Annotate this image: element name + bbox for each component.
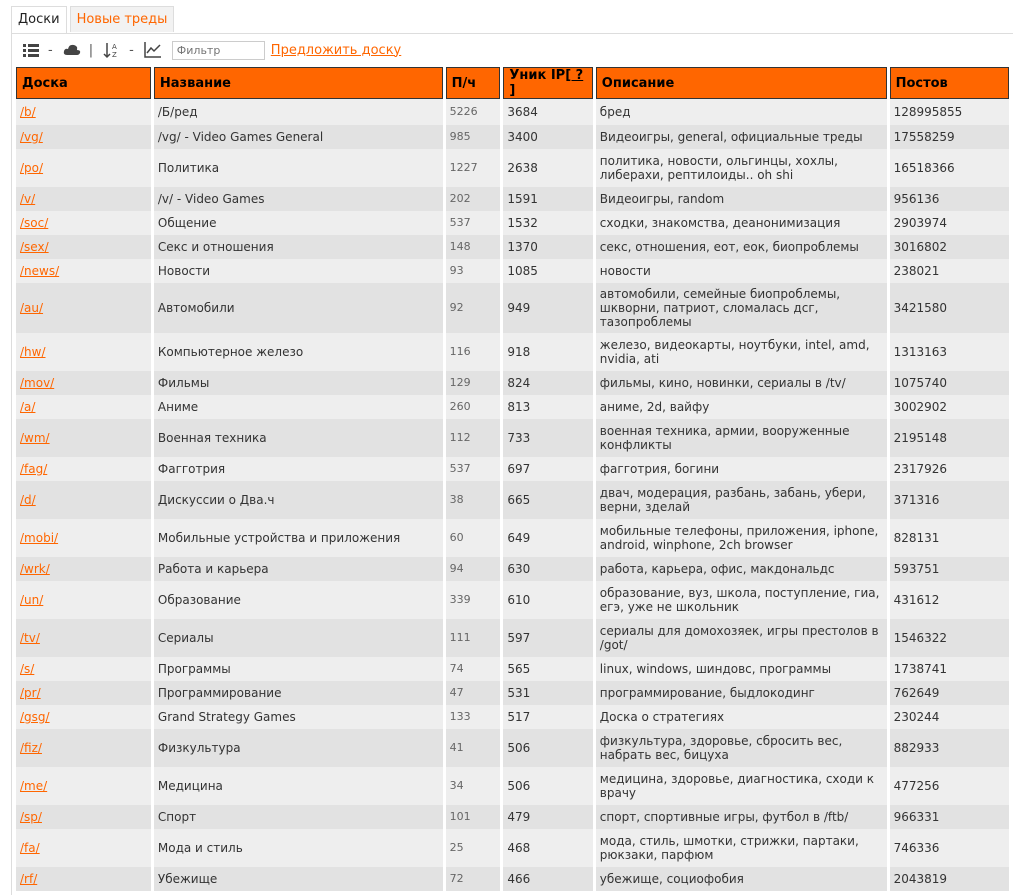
board-link-cell [16,419,151,457]
unique-ip-count-cell: 1532 [503,211,592,235]
unique-ip-count-cell: 697 [503,457,592,481]
board-link[interactable]: /sp/ [20,810,42,824]
table-row [16,419,1009,457]
board-link-cell [16,681,151,705]
board-description-cell: железо, видеокарты, ноутбуки, intel, amd, nvidia, ati [596,333,887,371]
posts-per-hour-cell: 47 [446,681,501,705]
boards-table-body [16,99,1009,891]
board-link-cell [16,557,151,581]
posts-count-cell: 2903974 [890,211,1009,235]
posts-count-cell: 746336 [890,829,1009,867]
board-link-cell [16,619,151,657]
board-name-cell: Работа и карьера [154,557,443,581]
board-link-cell [16,581,151,619]
unique-ip-count-cell: 1370 [503,235,592,259]
board-name-cell: Дискуссии о Два.ч [154,481,443,519]
board-name-cell: Grand Strategy Games [154,705,443,729]
table-header-row [16,67,1009,99]
board-link[interactable]: /a/ [20,400,36,414]
posts-count-cell: 371316 [890,481,1009,519]
board-link[interactable]: /rf/ [20,872,38,886]
board-description-cell: медицина, здоровье, диагностика, сходи к врачу [596,767,887,805]
unique-help-link[interactable]: [ ? ] [509,68,584,98]
board-link-cell [16,805,151,829]
posts-count-cell: 882933 [890,729,1009,767]
unique-ip-count-cell: 824 [503,371,592,395]
board-link-cell [16,125,151,149]
posts-count-cell: 2317926 [890,457,1009,481]
posts-count-cell: 1075740 [890,371,1009,395]
board-description-cell: спорт, спортивные игры, футбол в /ftb/ [596,805,887,829]
board-link[interactable]: /mobi/ [20,531,59,545]
posts-per-hour-cell: 985 [446,125,501,149]
posts-count-cell: 128995855 [890,99,1009,125]
board-link-cell [16,457,151,481]
table-row [16,211,1009,235]
board-description-cell: новости [596,259,887,283]
board-link[interactable]: /au/ [20,301,44,315]
unique-ip-count-cell: 649 [503,519,592,557]
unique-ip-count-cell: 517 [503,705,592,729]
table-row [16,235,1009,259]
board-description-cell: двач, модерация, разбань, забань, убери, верни, зделай [596,481,887,519]
posts-count-cell: 3421580 [890,283,1009,333]
board-link-cell [16,235,151,259]
posts-per-hour-cell: 38 [446,481,501,519]
board-link[interactable]: /d/ [20,493,36,507]
board-link[interactable]: /fiz/ [20,741,42,755]
header-unique-label: Уник IP [509,68,566,83]
unique-ip-count-cell: 2638 [503,149,592,187]
posts-per-hour-cell: 74 [446,657,501,681]
board-link-cell [16,481,151,519]
posts-per-hour-cell: 111 [446,619,501,657]
board-link[interactable]: /gsg/ [20,710,50,724]
posts-per-hour-cell: 148 [446,235,501,259]
board-link-cell [16,371,151,395]
suggest-board-link[interactable]: Предложить доску [270,42,402,58]
board-link-cell [16,705,151,729]
board-name-cell: /v/ - Video Games [154,187,443,211]
board-link[interactable]: /mov/ [20,376,55,390]
posts-count-cell: 477256 [890,767,1009,805]
toolbar [12,35,1002,65]
unique-ip-count-cell: 506 [503,767,592,805]
tab-new-threads[interactable]: Новые треды [70,6,175,32]
board-link[interactable]: /v/ [20,192,36,206]
board-link[interactable]: /news/ [20,264,60,278]
board-link-cell [16,519,151,557]
posts-per-hour-cell: 101 [446,805,501,829]
table-row [16,371,1009,395]
table-row [16,867,1009,891]
board-name-cell: Мобильные устройства и приложения [154,519,443,557]
table-row [16,681,1009,705]
posts-count-cell: 17558259 [890,125,1009,149]
table-row [16,619,1009,657]
table-row [16,767,1009,805]
table-row [16,259,1009,283]
board-name-cell: Аниме [154,395,443,419]
board-link[interactable]: /b/ [20,105,36,119]
board-link[interactable]: /hw/ [20,345,46,359]
unique-ip-count-cell: 813 [503,395,592,419]
board-link-cell [16,211,151,235]
posts-count-cell: 238021 [890,259,1009,283]
board-description-cell: мода, стиль, шмотки, стрижки, партаки, рюкзаки, парфюм [596,829,887,867]
board-link-cell [16,149,151,187]
board-description-cell: секс, отношения, еот, еок, биопроблемы [596,235,887,259]
board-description-cell: работа, карьера, офис, макдональдс [596,557,887,581]
board-link-cell [16,657,151,681]
board-name-cell: /vg/ - Video Games General [154,125,443,149]
posts-count-cell: 966331 [890,805,1009,829]
unique-ip-count-cell: 3684 [503,99,592,125]
chart-line-icon[interactable] [144,41,162,59]
board-name-cell: Спорт [154,805,443,829]
posts-count-cell: 762649 [890,681,1009,705]
table-row [16,657,1009,681]
board-name-cell: Политика [154,149,443,187]
board-description-cell: политика, новости, ольгинцы, хохлы, либерахи, рептилоиды.. oh shi [596,149,887,187]
board-link-cell [16,259,151,283]
toolbar-separator: - [129,42,134,58]
posts-count-cell: 956136 [890,187,1009,211]
board-name-cell: Программы [154,657,443,681]
header-posts[interactable]: Постов [890,67,1009,99]
table-row [16,457,1009,481]
unique-ip-count-cell: 733 [503,419,592,457]
posts-per-hour-cell: 34 [446,767,501,805]
board-link-cell [16,395,151,419]
board-name-cell: Медицина [154,767,443,805]
unique-ip-count-cell: 597 [503,619,592,657]
posts-per-hour-cell: 537 [446,457,501,481]
table-row [16,283,1009,333]
boards-table [13,67,1012,891]
posts-per-hour-cell: 260 [446,395,501,419]
posts-per-hour-cell: 129 [446,371,501,395]
posts-per-hour-cell: 92 [446,283,501,333]
table-row [16,519,1009,557]
unique-ip-count-cell: 949 [503,283,592,333]
board-link[interactable]: /un/ [20,593,44,607]
posts-count-cell: 431612 [890,581,1009,619]
table-row [16,805,1009,829]
table-row [16,99,1009,125]
toolbar-separator: | [88,42,94,58]
board-name-cell: Автомобили [154,283,443,333]
unique-ip-count-cell: 531 [503,681,592,705]
posts-count-cell: 3002902 [890,395,1009,419]
board-description-cell: бред [596,99,887,125]
board-link[interactable]: /fag/ [20,462,48,476]
board-link[interactable]: /soc/ [20,216,49,230]
table-row [16,581,1009,619]
board-link[interactable]: /po/ [20,161,44,175]
unique-ip-count-cell: 506 [503,729,592,767]
table-row [16,705,1009,729]
board-link-cell [16,867,151,891]
unique-ip-count-cell: 466 [503,867,592,891]
unique-ip-count-cell: 3400 [503,125,592,149]
board-link[interactable]: /wrk/ [20,562,50,576]
unique-ip-count-cell: 665 [503,481,592,519]
board-link-cell [16,99,151,125]
board-description-cell: образование, вуз, школа, поступление, гиа, егэ, уже не школьник [596,581,887,619]
unique-ip-count-cell: 565 [503,657,592,681]
posts-count-cell: 593751 [890,557,1009,581]
posts-count-cell: 230244 [890,705,1009,729]
tab-boards[interactable]: Доски [11,6,67,34]
board-link[interactable]: /fa/ [20,841,40,855]
board-description-cell: программирование, быдлокодинг [596,681,887,705]
posts-per-hour-cell: 25 [446,829,501,867]
board-name-cell: Сериалы [154,619,443,657]
board-link[interactable]: /s/ [20,662,35,676]
board-description-cell: фильмы, кино, новинки, сериалы в /tv/ [596,371,887,395]
posts-count-cell: 828131 [890,519,1009,557]
board-description-cell: физкультура, здоровье, сбросить вес, набрать вес, бицуха [596,729,887,767]
board-description-cell: автомобили, семейные биопроблемы, шкворни, патриот, сломалась дсг, тазопроблемы [596,283,887,333]
posts-per-hour-cell: 93 [446,259,501,283]
svg-text:A: A [112,43,117,51]
board-link-cell [16,187,151,211]
board-description-cell: аниме, 2d, вайфу [596,395,887,419]
board-name-cell: /Б/ред [154,99,443,125]
table-row [16,481,1009,519]
posts-count-cell: 16518366 [890,149,1009,187]
posts-per-hour-cell: 339 [446,581,501,619]
board-link-cell [16,729,151,767]
table-row [16,557,1009,581]
posts-per-hour-cell: 72 [446,867,501,891]
board-description-cell: убежище, социофобия [596,867,887,891]
board-link[interactable]: /tv/ [20,631,40,645]
board-description-cell: linux, windows, шиндовс, программы [596,657,887,681]
posts-per-hour-cell: 5226 [446,99,501,125]
board-name-cell: Программирование [154,681,443,705]
header-board[interactable]: Доска [16,67,151,99]
unique-ip-count-cell: 479 [503,805,592,829]
board-description-cell: военная техника, армии, вооруженные конфликты [596,419,887,457]
board-name-cell: Военная техника [154,419,443,457]
posts-count-cell: 2043819 [890,867,1009,891]
unique-ip-count-cell: 468 [503,829,592,867]
board-name-cell: Фагготрия [154,457,443,481]
board-description-cell: мобильные телефоны, приложения, iphone, android, winphone, 2ch browser [596,519,887,557]
unique-ip-count-cell: 1085 [503,259,592,283]
sort-az-icon[interactable] [103,41,121,59]
cloud-icon[interactable] [63,41,81,59]
posts-count-cell: 1313163 [890,333,1009,371]
posts-per-hour-cell: 116 [446,333,501,371]
board-link[interactable]: /vg/ [20,130,43,144]
header-pph[interactable]: П/ч [446,67,501,99]
board-link[interactable]: /me/ [20,779,48,793]
table-row [16,333,1009,371]
board-name-cell: Общение [154,211,443,235]
board-name-cell: Новости [154,259,443,283]
board-description-cell: Видеоигры, random [596,187,887,211]
board-name-cell: Образование [154,581,443,619]
table-row [16,149,1009,187]
unique-ip-count-cell: 1591 [503,187,592,211]
board-link-cell [16,767,151,805]
posts-per-hour-cell: 112 [446,419,501,457]
table-row [16,829,1009,867]
board-name-cell: Фильмы [154,371,443,395]
board-name-cell: Мода и стиль [154,829,443,867]
unique-ip-count-cell: 630 [503,557,592,581]
table-row [16,729,1009,767]
board-link[interactable]: /wm/ [20,431,50,445]
board-link[interactable]: /sex/ [20,240,49,254]
board-description-cell: Доска о стратегиях [596,705,887,729]
posts-count-cell: 3016802 [890,235,1009,259]
posts-per-hour-cell: 41 [446,729,501,767]
posts-count-cell: 2195148 [890,419,1009,457]
posts-count-cell: 1738741 [890,657,1009,681]
board-link-cell [16,333,151,371]
list-icon[interactable] [22,41,40,59]
header-name[interactable]: Название [154,67,443,99]
board-name-cell: Убежище [154,867,443,891]
posts-per-hour-cell: 1227 [446,149,501,187]
posts-count-cell: 1546322 [890,619,1009,657]
posts-per-hour-cell: 60 [446,519,501,557]
svg-text:Z: Z [112,51,117,59]
board-link-cell [16,829,151,867]
unique-ip-count-cell: 610 [503,581,592,619]
board-description-cell: Видеоигры, general, официальные треды [596,125,887,149]
posts-per-hour-cell: 133 [446,705,501,729]
posts-per-hour-cell: 202 [446,187,501,211]
toolbar-separator: - [48,42,53,58]
filter-input[interactable] [172,41,265,60]
posts-per-hour-cell: 94 [446,557,501,581]
unique-ip-count-cell: 918 [503,333,592,371]
board-name-cell: Секс и отношения [154,235,443,259]
posts-per-hour-cell: 537 [446,211,501,235]
board-name-cell: Физкультура [154,729,443,767]
table-row [16,395,1009,419]
board-description-cell: фагготрия, богини [596,457,887,481]
table-row [16,187,1009,211]
header-description[interactable]: Описание [596,67,887,99]
board-name-cell: Компьютерное железо [154,333,443,371]
board-description-cell: сходки, знакомства, деанонимизация [596,211,887,235]
board-link[interactable]: /pr/ [20,686,41,700]
tab-bar [11,6,177,33]
header-unique-ip[interactable] [503,67,592,99]
board-link-cell [16,283,151,333]
board-description-cell: сериалы для домохозяек, игры престолов в /got/ [596,619,887,657]
table-row [16,125,1009,149]
